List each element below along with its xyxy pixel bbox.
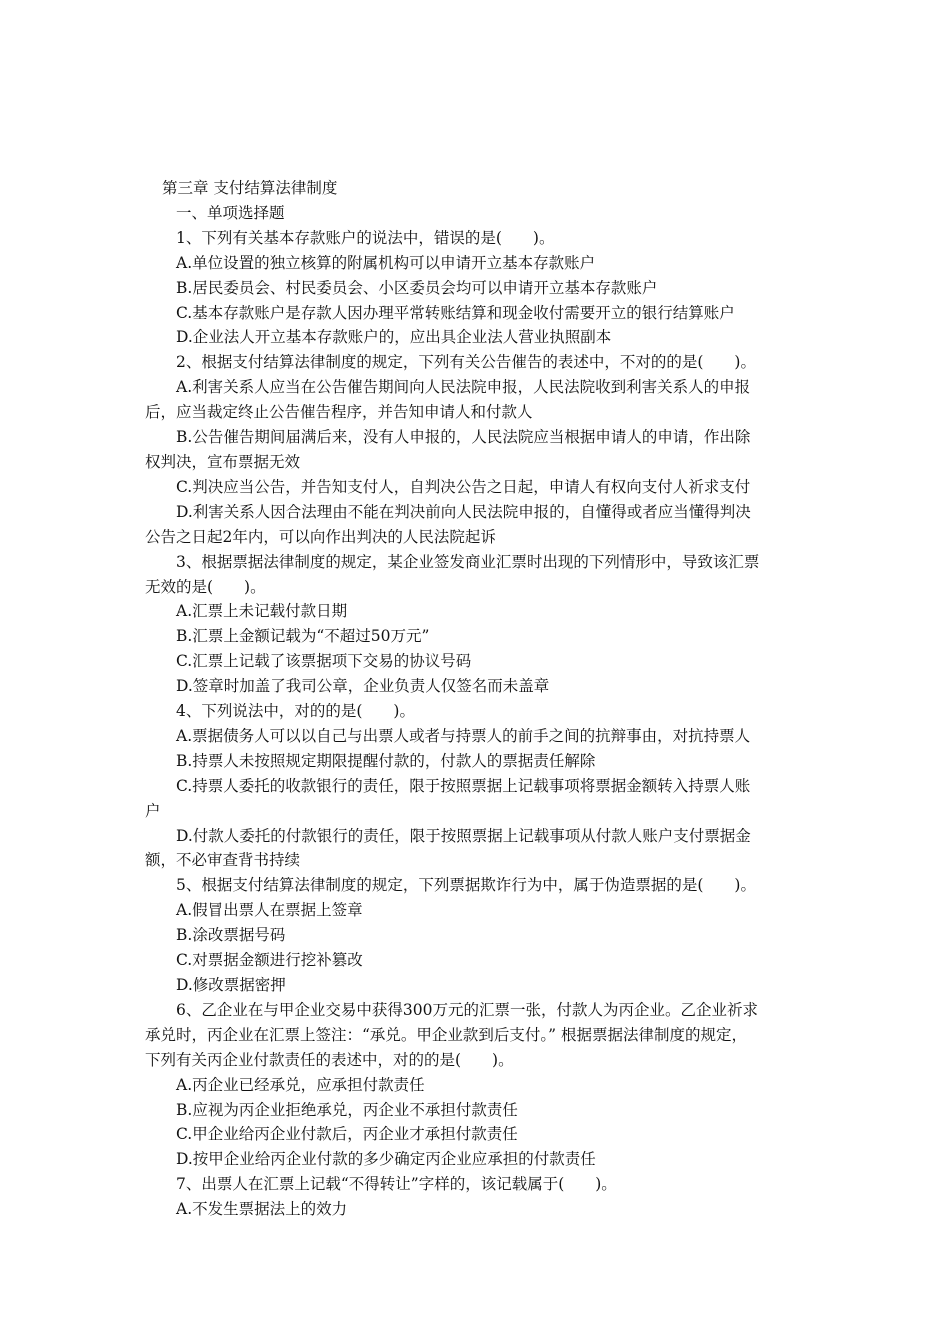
question-6-cont-2: 下列有关丙企业付款责任的表述中，对的的是( )。 [145,1050,514,1069]
option-1d: D.企业法人开立基本存款账户的，应出具企业法人营业执照副本 [176,328,612,347]
option-1a: A.单位设置的独立核算的附属机构可以申请开立基本存款账户 [176,253,596,272]
option-3d: D.签章时加盖了我司公章，企业负责人仅签名而未盖章 [176,677,550,696]
question-3: 3、根据票据法律制度的规定，某企业签发商业汇票时出现的下列情形中，导致该汇票 [176,552,760,571]
option-5d: D.修改票据密押 [176,976,286,994]
option-2a: A.利害关系人应当在公告催告期间向人民法院申报，人民法院收到利害关系人的申报 [176,378,751,397]
option-6b: B.应视为丙企业拒绝承兑，丙企业不承担付款责任 [176,1100,518,1119]
option-6c: C.甲企业给丙企业付款后，丙企业才承担付款责任 [176,1125,518,1144]
option-2d-cont: 公告之日起2年内，可以向作出判决的人民法院起诉 [145,527,496,546]
question-4: 4、下列说法中，对的的是( )。 [176,702,415,721]
chapter-title: 第三章 支付结算法律制度 [162,179,338,197]
option-1b: B.居民委员会、村民委员会、小区委员会均可以申请开立基本存款账户 [176,278,658,297]
option-4c: C.持票人委托的收款银行的责任，限于按照票据上记载事项将票据金额转入持票人账 [176,776,751,795]
option-4d: D.付款人委托的付款银行的责任，限于按照票据上记载事项从付款人账户支付票据金 [176,826,751,845]
option-4a: A.票据债务人可以以自己与出票人或者与持票人的前手之间的抗辩事由，对抗持票人 [176,726,751,745]
option-2b-cont: 权判决，宣布票据无效 [145,452,301,471]
option-3c: C.汇票上记载了该票据项下交易的协议号码 [176,652,472,671]
option-5a: A.假冒出票人在票据上签章 [176,901,363,920]
option-7a: A.不发生票据法上的效力 [176,1200,348,1219]
option-5b: B.涂改票据号码 [176,926,286,945]
option-5c: C.对票据金额进行挖补篡改 [176,951,363,970]
question-1: 1、下列有关基本存款账户的说法中，错误的是( )。 [176,228,555,247]
option-2d: D.利害关系人因合法理由不能在判决前向人民法院申报的，自懂得或者应当懂得判决 [176,502,751,521]
option-2b: B.公告催告期间届满后来，没有人申报的，人民法院应当根据申请人的申请，作出除 [176,428,751,447]
option-4d-cont: 额，不必审查背书持续 [145,851,301,870]
question-5: 5、根据支付结算法律制度的规定，下列票据欺诈行为中，属于伪造票据的是( )。 [176,876,756,895]
option-3a: A.汇票上未记载付款日期 [176,602,348,621]
question-2: 2、根据支付结算法律制度的规定，下列有关公告催告的表述中，不对的的是( )。 [176,353,756,372]
option-1c: C.基本存款账户是存款人因办理平常转账结算和现金收付需要开立的银行结算账户 [176,303,735,322]
option-2a-cont: 后，应当裁定终止公告催告程序，并告知申请人和付款人 [145,403,533,422]
option-3b: B.汇票上金额记载为“不超过50万元” [176,627,430,646]
question-7: 7、出票人在汇票上记载“不得转让”字样的，该记载属于( )。 [176,1175,617,1194]
question-3-cont: 无效的是( )。 [145,577,266,596]
question-6-cont-1: 承兑时，丙企业在汇票上签注：“承兑。甲企业款到后支付。” 根据票据法律制度的规定， [145,1025,748,1044]
section-title: 一、单项选择题 [176,203,285,222]
option-2c: C.判决应当公告，并告知支付人，自判决公告之日起，申请人有权向支付人祈求支付 [176,477,751,496]
document-body [145,176,817,1222]
option-6a: A.丙企业已经承兑，应承担付款责任 [176,1075,425,1094]
option-4b: B.持票人未按照规定期限提醒付款的，付款人的票据责任解除 [176,751,596,770]
option-6d: D.按甲企业给丙企业付款的多少确定丙企业应承担的付款责任 [176,1150,596,1169]
question-6: 6、乙企业在与甲企业交易中获得300万元的汇票一张，付款人为丙企业。乙企业祈求 [176,1000,758,1019]
option-4c-cont: 户 [145,801,161,820]
